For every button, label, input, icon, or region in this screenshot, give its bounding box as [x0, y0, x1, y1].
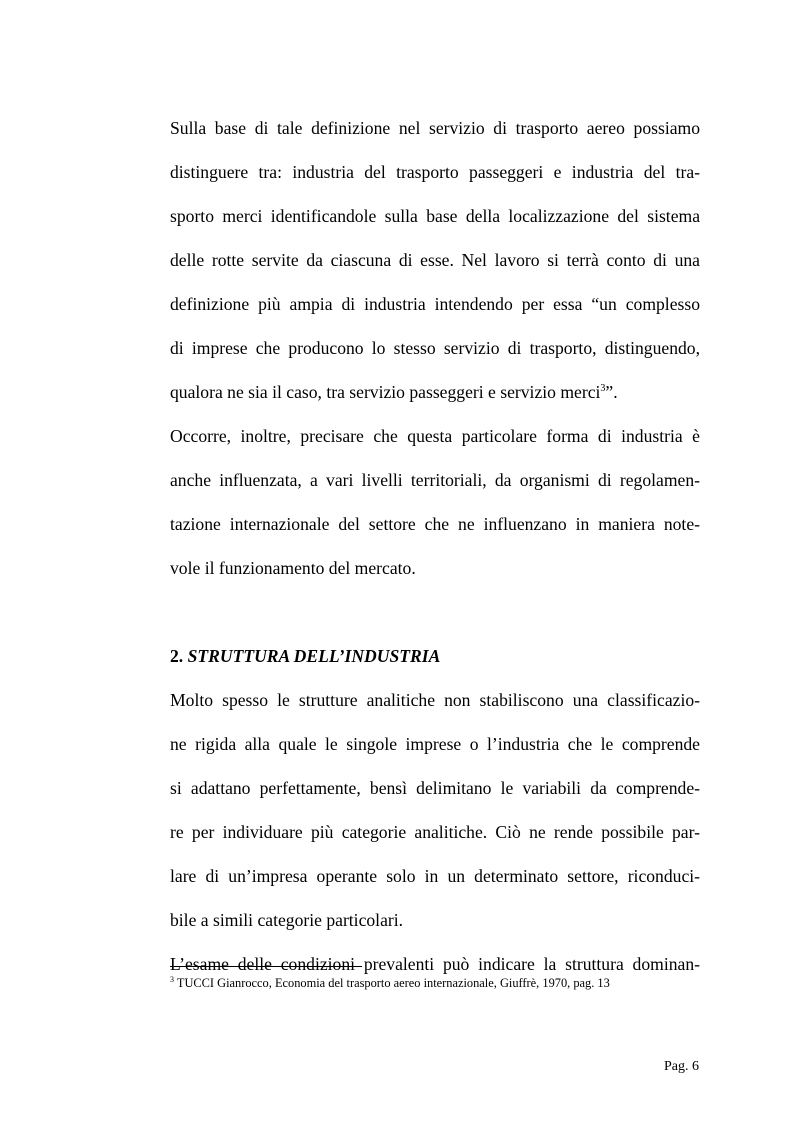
text-segment: qualora ne sia il caso, tra servizio passeggeri e servizio merci: [170, 382, 601, 402]
footnote-reference: 3: [600, 383, 606, 394]
text-line: di imprese che producono lo stesso servizio di trasporto, distinguendo,: [170, 338, 700, 358]
text-line: bile a simili categorie particolari.: [170, 910, 404, 930]
text-line: anche influenzata, a vari livelli territoriali, da organismi di regolamen-: [170, 470, 700, 490]
text-line: si adattano perfettamente, bensì delimitano le variabili da comprende-: [170, 778, 700, 798]
section-title: STRUTTURA DELL’INDUSTRIA: [187, 646, 441, 666]
text-line: ne rigida alla quale le singole imprese o l’industria che le comprende: [170, 734, 700, 754]
text-line: Molto spesso le strutture analitiche non stabiliscono una classificazio-: [170, 690, 700, 710]
text-line: re per individuare più categorie analitiche. Ciò ne rende possibile par-: [170, 822, 700, 842]
text-line: delle rotte servite da ciascuna di esse. Nel lavoro si terrà conto di una: [170, 250, 700, 270]
footnote-text: TUCCI Gianrocco, Economia del trasporto aereo internazionale, Giuffrè, 1970, pag. 13: [176, 976, 610, 990]
text-line: Occorre, inoltre, precisare che questa particolare forma di industria è: [170, 426, 700, 446]
text-line: sporto merci identificandole sulla base della localizzazione del sistema: [170, 206, 700, 226]
text-line: vole il funzionamento del mercato.: [170, 558, 416, 578]
text-line: tazione internazionale del settore che ne influenzano in maniera note-: [170, 514, 700, 534]
footnote: [170, 975, 610, 991]
page-number: Pag. 6: [664, 1059, 699, 1074]
text-line: definizione più ampia di industria intendendo per essa “un complesso: [170, 294, 700, 314]
footnote-marker: 3: [170, 975, 174, 984]
closing-quote: ”.: [605, 382, 618, 402]
text-line: distinguere tra: industria del trasporto passeggeri e industria del tra-: [170, 162, 700, 182]
text-line: Sulla base di tale definizione nel servizio di trasporto aereo possiamo: [170, 118, 700, 138]
section-heading: [170, 645, 440, 667]
section-number: 2.: [170, 646, 184, 666]
text-line: L’esame delle condizioni prevalenti può indicare la struttura dominan-: [170, 954, 700, 974]
footnote-separator: [170, 966, 362, 967]
text-line-with-footnote-ref: [170, 381, 700, 403]
text-line: lare di un’impresa operante solo in un determinato settore, riconduci-: [170, 866, 700, 886]
